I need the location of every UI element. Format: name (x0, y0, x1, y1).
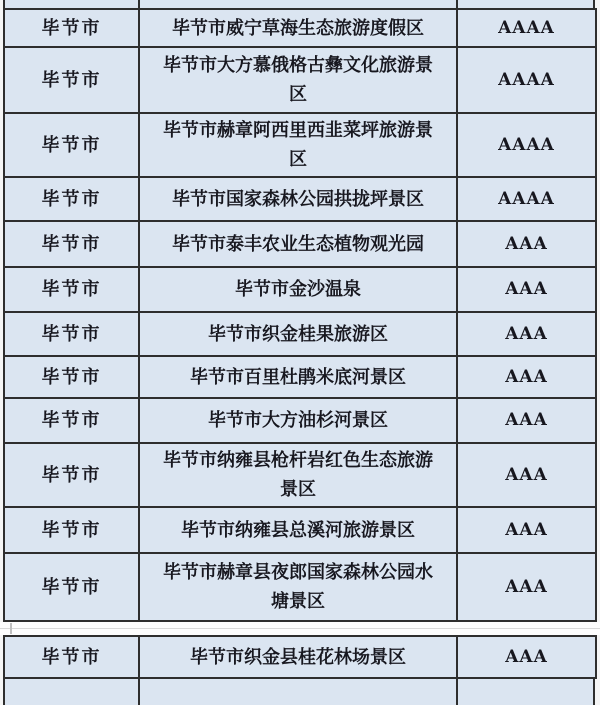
city-cell: 毕节市 (4, 267, 139, 312)
city-cell: 毕节市 (4, 507, 139, 553)
table-row (4, 636, 596, 678)
table-row (4, 312, 596, 356)
city-cell: 毕节市 (4, 312, 139, 356)
page-break-gap (0, 622, 600, 635)
rating-cell: AAA (457, 507, 596, 553)
scenic-area-rating-table-section-2 (3, 635, 597, 679)
scenic-area-name-cell: 毕节市泰丰农业生态植物观光园 (139, 221, 457, 267)
city-cell: 毕节市 (4, 221, 139, 267)
table-body-section-2 (4, 636, 596, 678)
page-break-tick (10, 623, 12, 634)
table-row (4, 9, 596, 47)
city-cell: 毕节市 (4, 9, 139, 47)
scenic-area-rating-table-section-1 (3, 8, 597, 622)
rating-cell: AAA (457, 221, 596, 267)
city-cell: 毕节市 (4, 177, 139, 221)
table-row (4, 356, 596, 398)
rating-cell: AAAA (457, 47, 596, 113)
table-body-section-1 (4, 9, 596, 621)
scenic-area-name-cell: 毕节市金沙温泉 (139, 267, 457, 312)
table-row (4, 113, 596, 177)
rating-cell: AAA (457, 636, 596, 678)
rating-cell: AAA (457, 398, 596, 443)
clipped-city-cell (3, 679, 138, 705)
rating-cell: AAAA (457, 177, 596, 221)
scenic-area-name-cell: 毕节市赫章阿西里西韭菜坪旅游景区 (139, 113, 457, 177)
city-cell: 毕节市 (4, 398, 139, 443)
scenic-area-name-cell: 毕节市大方油杉河景区 (139, 398, 457, 443)
rating-cell: AAA (457, 312, 596, 356)
scenic-area-name-cell: 毕节市大方慕俄格古彝文化旅游景区 (139, 47, 457, 113)
page-break-line (0, 628, 600, 629)
city-cell: 毕节市 (4, 553, 139, 621)
clipped-name-cell (138, 0, 456, 8)
rating-cell: AAAA (457, 113, 596, 177)
table-row (4, 177, 596, 221)
rating-cell: AAA (457, 443, 596, 507)
scenic-area-name-cell: 毕节市织金桂果旅游区 (139, 312, 457, 356)
city-cell: 毕节市 (4, 356, 139, 398)
table-row (4, 443, 596, 507)
table-row (4, 507, 596, 553)
table-row (4, 553, 596, 621)
rating-cell: AAA (457, 267, 596, 312)
scenic-area-name-cell: 毕节市织金县桂花林场景区 (139, 636, 457, 678)
scenic-area-name-cell: 毕节市国家森林公园拱拢坪景区 (139, 177, 457, 221)
city-cell: 毕节市 (4, 443, 139, 507)
city-cell: 毕节市 (4, 113, 139, 177)
scenic-area-name-cell: 毕节市赫章县夜郎国家森林公园水塘景区 (139, 553, 457, 621)
scenic-area-name-cell: 毕节市百里杜鹃米底河景区 (139, 356, 457, 398)
clipped-rating-cell (456, 0, 595, 8)
rating-cell: AAA (457, 553, 596, 621)
city-cell: 毕节市 (4, 636, 139, 678)
table-row (4, 221, 596, 267)
clipped-row-top (3, 0, 595, 8)
clipped-rating-cell (456, 679, 595, 705)
rating-cell: AAAA (457, 9, 596, 47)
city-cell: 毕节市 (4, 47, 139, 113)
table-row (4, 47, 596, 113)
scenic-area-name-cell: 毕节市纳雍县枪杆岩红色生态旅游景区 (139, 443, 457, 507)
table-row (4, 398, 596, 443)
clipped-city-cell (3, 0, 138, 8)
scenic-area-name-cell: 毕节市纳雍县总溪河旅游景区 (139, 507, 457, 553)
table-row (4, 267, 596, 312)
scenic-area-name-cell: 毕节市威宁草海生态旅游度假区 (139, 9, 457, 47)
clipped-name-cell (138, 679, 456, 705)
rating-cell: AAA (457, 356, 596, 398)
clipped-row-bottom (3, 679, 595, 705)
